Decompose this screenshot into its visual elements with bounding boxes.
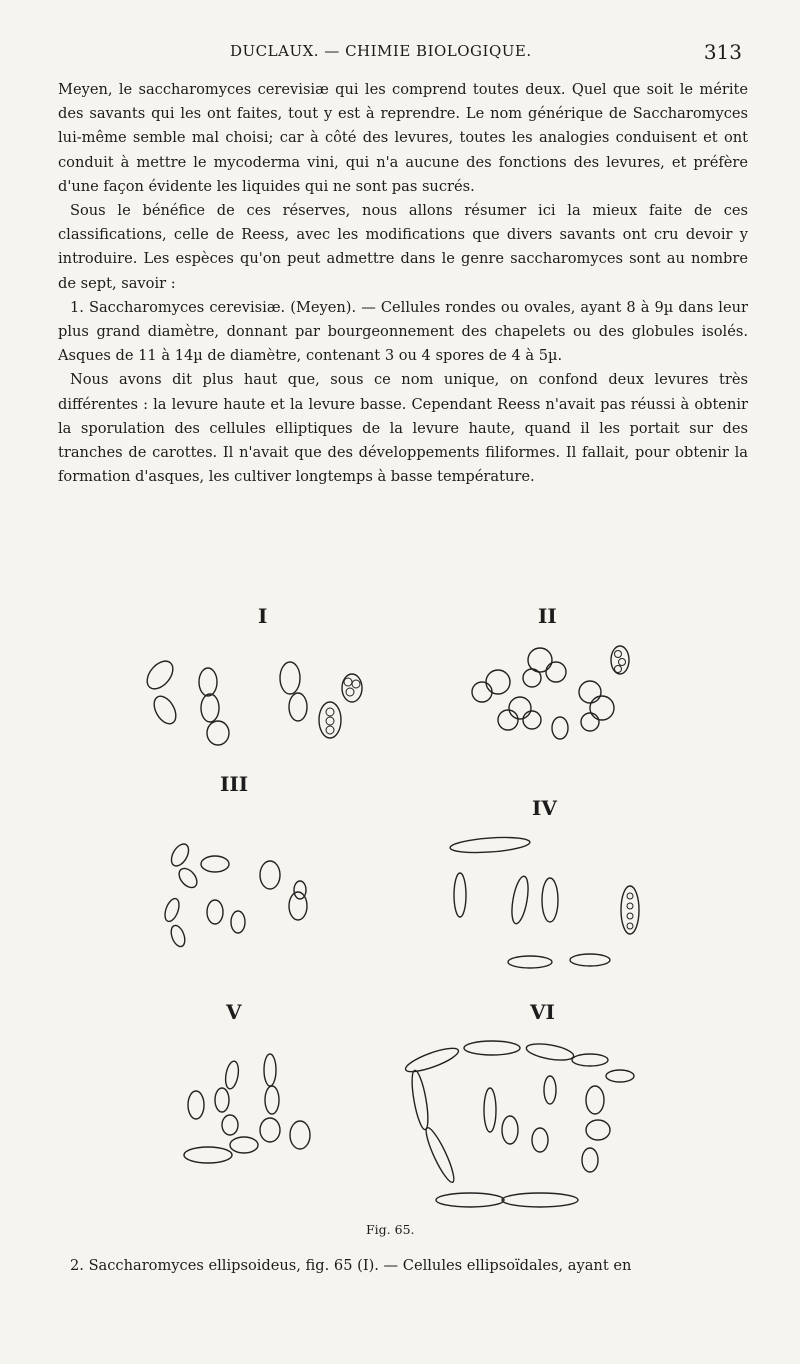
cells-group-V	[184, 1054, 310, 1163]
paragraph-2: Sous le bénéfice de ces réserves, nous allons résumer ici la mieux faite de ces classifications, celle de Reess, avec les modifications que divers savants ont cru devoir y introduire. Les espèces qu'on peut admettre dans le genre saccharomyces sont au nombre de sept, savoir :	[58, 202, 748, 292]
paragraph-5: 2. Saccharomyces ellipsoideus, fig. 65 (I). — Cellules ellipsoïdales, ayant en	[70, 1257, 632, 1274]
body-text	[58, 78, 748, 489]
paragraph-1: Meyen, le saccharomyces cerevisiæ qui les comprend toutes deux. Quel que soit le mérite des savants qui les ont faites, tout y est à reprendre. Le nom générique de Saccharomyces lui-même semble mal choisi; car à côté des levures, toutes les analogies conduisent et ont conduit à mettre le mycoderma vini, qui n'a aucune des fonctions des levures, et préfère d'une façon évidente les liquides qui ne sont pas sucrés.	[58, 81, 748, 195]
figure-label-IV: IV	[532, 796, 557, 820]
cells-group-I	[142, 656, 362, 745]
cells-group-III	[162, 841, 307, 948]
cells-group-II	[472, 646, 629, 739]
figure-drawing	[120, 600, 660, 1240]
page-number: 313	[703, 40, 742, 64]
figure-label-III: III	[220, 772, 249, 796]
figure-caption: Fig. 65.	[366, 1222, 415, 1237]
figure-label-VI: VI	[530, 1000, 555, 1024]
bottom-text	[58, 1254, 748, 1278]
cells-group-VI	[403, 1041, 634, 1207]
page-header	[60, 40, 750, 70]
figure-65	[120, 600, 660, 1240]
running-title: DUCLAUX. — CHIMIE BIOLOGIQUE.	[230, 42, 532, 60]
figure-label-II: II	[538, 604, 557, 628]
paragraph-3: 1. Saccharomyces cerevisiæ. (Meyen). — Cellules rondes ou ovales, ayant 8 à 9µ dans leur plus grand diamètre, donnant par bourgeonnement des chapelets ou des globules isolés. Asques de 11 à 14µ de diamètre, contenant 3 ou 4 spores de 4 à 5µ.	[58, 298, 748, 365]
figure-label-V: V	[226, 1000, 242, 1024]
cells-group-IV	[450, 835, 639, 968]
paragraph-4: Nous avons dit plus haut que, sous ce nom unique, on confond deux levures très différentes : la levure haute et la levure basse. Cependant Reess n'avait pas réussi à obtenir la sporulation des cellules elliptiques de la levure haute, quand il les portait sur des tranches de carottes. Il n'avait que des développements filiformes. Il fallait, pour obtenir la formation d'asques, les cultiver longtemps à basse température.	[58, 371, 748, 486]
figure-label-I: I	[258, 604, 268, 628]
